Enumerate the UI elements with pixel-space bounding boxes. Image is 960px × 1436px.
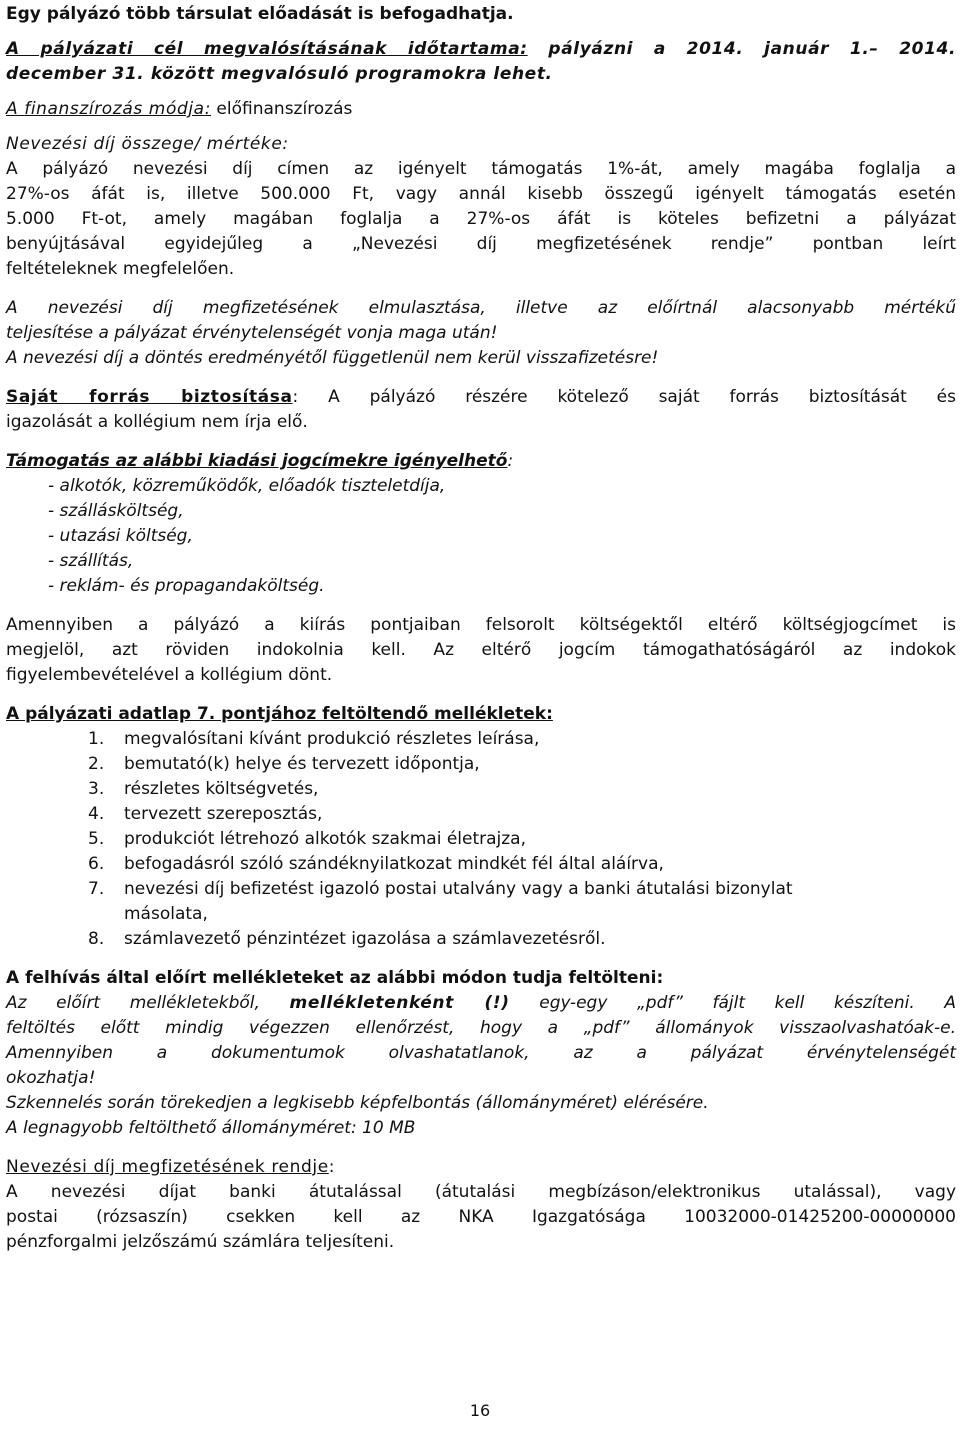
list-item-text: bemutató(k) helye és tervezett időpontja, xyxy=(124,754,480,774)
attachments-section xyxy=(6,702,956,952)
list-item xyxy=(6,877,956,927)
payment-line: A nevezési díjat banki átutalással (átutalási megbízáson/elektronikus utalással), vagy xyxy=(6,1182,956,1202)
document-page xyxy=(6,0,956,1255)
list-number: 3. xyxy=(88,779,105,799)
warning-line: A nevezési díj a döntés eredményétől függetlenül nem kerül visszafizetésre! xyxy=(6,348,659,368)
list-item: - reklám- és propagandaköltség. xyxy=(48,576,325,596)
support-heading-colon: : xyxy=(507,451,514,471)
list-item xyxy=(6,927,956,952)
list-item xyxy=(6,777,956,802)
upload-text: feltöltés előtt mindig végezzen ellenőrzést, hogy a „pdf” állományok visszaolvashatóak-e. xyxy=(6,1018,956,1038)
other-line: Amennyiben a pályázó a kiírás pontjaiban felsorolt költségektől eltérő költségjogcímet is xyxy=(6,615,956,635)
upload-emphasis: mellékletenként (!) xyxy=(289,993,510,1013)
list-item-text: számlavezető pénzintézet igazolása a számlavezetésről. xyxy=(124,929,606,949)
list-item xyxy=(6,852,956,877)
upload-text: okozhatja! xyxy=(6,1068,96,1088)
financing-text: előfinanszírozás xyxy=(211,99,353,119)
list-number: 5. xyxy=(88,829,105,849)
fee-line: feltételeknek megfelelően. xyxy=(6,259,235,279)
duration-section xyxy=(6,37,956,87)
list-number: 8. xyxy=(88,929,105,949)
list-item-text: nevezési díj befizetést igazoló postai utalvány vagy a banki átutalási bizonylat xyxy=(124,879,793,899)
duration-text-1: pályázni a 2014. január 1.– 2014. xyxy=(527,39,956,59)
financing-label: A finanszírozás módja: xyxy=(6,99,212,119)
list-item: - szállítás, xyxy=(48,551,134,571)
list-item-text: részletes költségvetés, xyxy=(124,779,319,799)
list-number: 1. xyxy=(88,729,105,749)
upload-text: egy-egy „pdf” fájlt kell készíteni. A xyxy=(509,993,957,1013)
fee-line: A pályázó nevezési díj címen az igényelt támogatás 1%-át, amely magába foglalja a xyxy=(6,159,956,179)
list-item: - szállásköltség, xyxy=(48,501,184,521)
upload-heading: A felhívás által előírt mellékleteket az alábbi módon tudja feltölteni: xyxy=(6,968,664,988)
list-item xyxy=(6,827,956,852)
list-number: 2. xyxy=(88,754,105,774)
payment-label-colon: : xyxy=(328,1157,335,1177)
payment-label: Nevezési díj megfizetésének rendje xyxy=(6,1157,329,1177)
own-source-text-1: : A pályázó részére kötelező saját forrás biztosítását és xyxy=(292,387,956,407)
fee-line: 27%-os áfát is, illetve 500.000 Ft, vagy annál kisebb összegű igényelt támogatás esetén xyxy=(6,184,956,204)
list-item-text: tervezett szereposztás, xyxy=(124,804,323,824)
list-item xyxy=(6,802,956,827)
upload-text: Amennyiben a dokumentumok olvashatatlanok, az a pályázat érvénytelenségét xyxy=(6,1043,956,1063)
fee-line: benyújtásával egyidejűleg a „Nevezési díj megfizetésének rendje” pontban leírt xyxy=(6,234,956,254)
list-number: 7. xyxy=(88,879,105,899)
attachments-heading: A pályázati adatlap 7. pontjához feltöltendő mellékletek: xyxy=(6,704,553,724)
upload-text: Az előírt mellékletekből, xyxy=(6,993,290,1013)
fee-line: 5.000 Ft-ot, amely magában foglalja a 27%-os áfát is köteles befizetni a pályázat xyxy=(6,209,956,229)
other-line: megjelöl, azt röviden indokolnia kell. Az eltérő jogcím támogathatóságáról az indokok xyxy=(6,640,956,660)
warning-line: A nevezési díj megfizetésének elmulasztása, illetve az előírtnál alacsonyabb mértékű xyxy=(6,298,956,318)
own-source-section xyxy=(6,385,956,435)
support-section xyxy=(6,449,956,599)
warning-line: teljesítése a pályázat érvénytelenségét vonja maga után! xyxy=(6,323,498,343)
other-costs-section xyxy=(6,613,956,688)
payment-line: postai (rózsaszín) csekken kell az NKA Igazgatósága 10032000-01425200-00000000 xyxy=(6,1207,956,1227)
list-item-text: befogadásról szóló szándéknyilatkozat mindkét fél által aláírva, xyxy=(124,854,664,874)
upload-section xyxy=(6,966,956,1141)
support-list xyxy=(6,474,956,599)
page-number: 16 xyxy=(469,1401,491,1420)
list-item-text: produkciót létrehozó alkotók szakmai életrajza, xyxy=(124,829,527,849)
own-source-text-2: igazolását a kollégium nem írja elő. xyxy=(6,412,308,432)
list-item xyxy=(6,752,956,777)
own-source-label: Saját forrás biztosítása xyxy=(6,387,293,407)
list-number: 4. xyxy=(88,804,105,824)
list-item: - alkotók, közreműködők, előadók tiszteletdíja, xyxy=(48,476,446,496)
upload-text: A legnagyobb feltölthető állományméret: 10 MB xyxy=(6,1118,416,1138)
attachments-list xyxy=(6,727,956,952)
list-item xyxy=(6,727,956,752)
list-item: - utazási költség, xyxy=(48,526,193,546)
other-line: figyelembevételével a kollégium dönt. xyxy=(6,665,333,685)
financing-section xyxy=(6,97,956,122)
list-item-text-continued: másolata, xyxy=(124,904,208,924)
list-item-text: megvalósítani kívánt produkció részletes leírása, xyxy=(124,729,540,749)
fee-section xyxy=(6,132,956,282)
list-number: 6. xyxy=(88,854,105,874)
upload-text: Szkennelés során törekedjen a legkisebb képfelbontás (állományméret) elérésére. xyxy=(6,1093,709,1113)
warning-section xyxy=(6,296,956,371)
fee-label: Nevezési díj összege/ mértéke: xyxy=(6,134,289,154)
duration-label: A pályázati cél megvalósításának időtartama: xyxy=(6,39,528,59)
duration-text-2: december 31. között megvalósuló programokra lehet. xyxy=(6,64,553,84)
payment-section xyxy=(6,1155,956,1255)
support-heading: Támogatás az alábbi kiadási jogcímekre igényelhető xyxy=(6,451,508,471)
payment-line: pénzforgalmi jelzőszámú számlára teljesíteni. xyxy=(6,1232,395,1252)
paragraph-multiple-companies: Egy pályázó több társulat előadását is befogadhatja. xyxy=(6,4,514,24)
